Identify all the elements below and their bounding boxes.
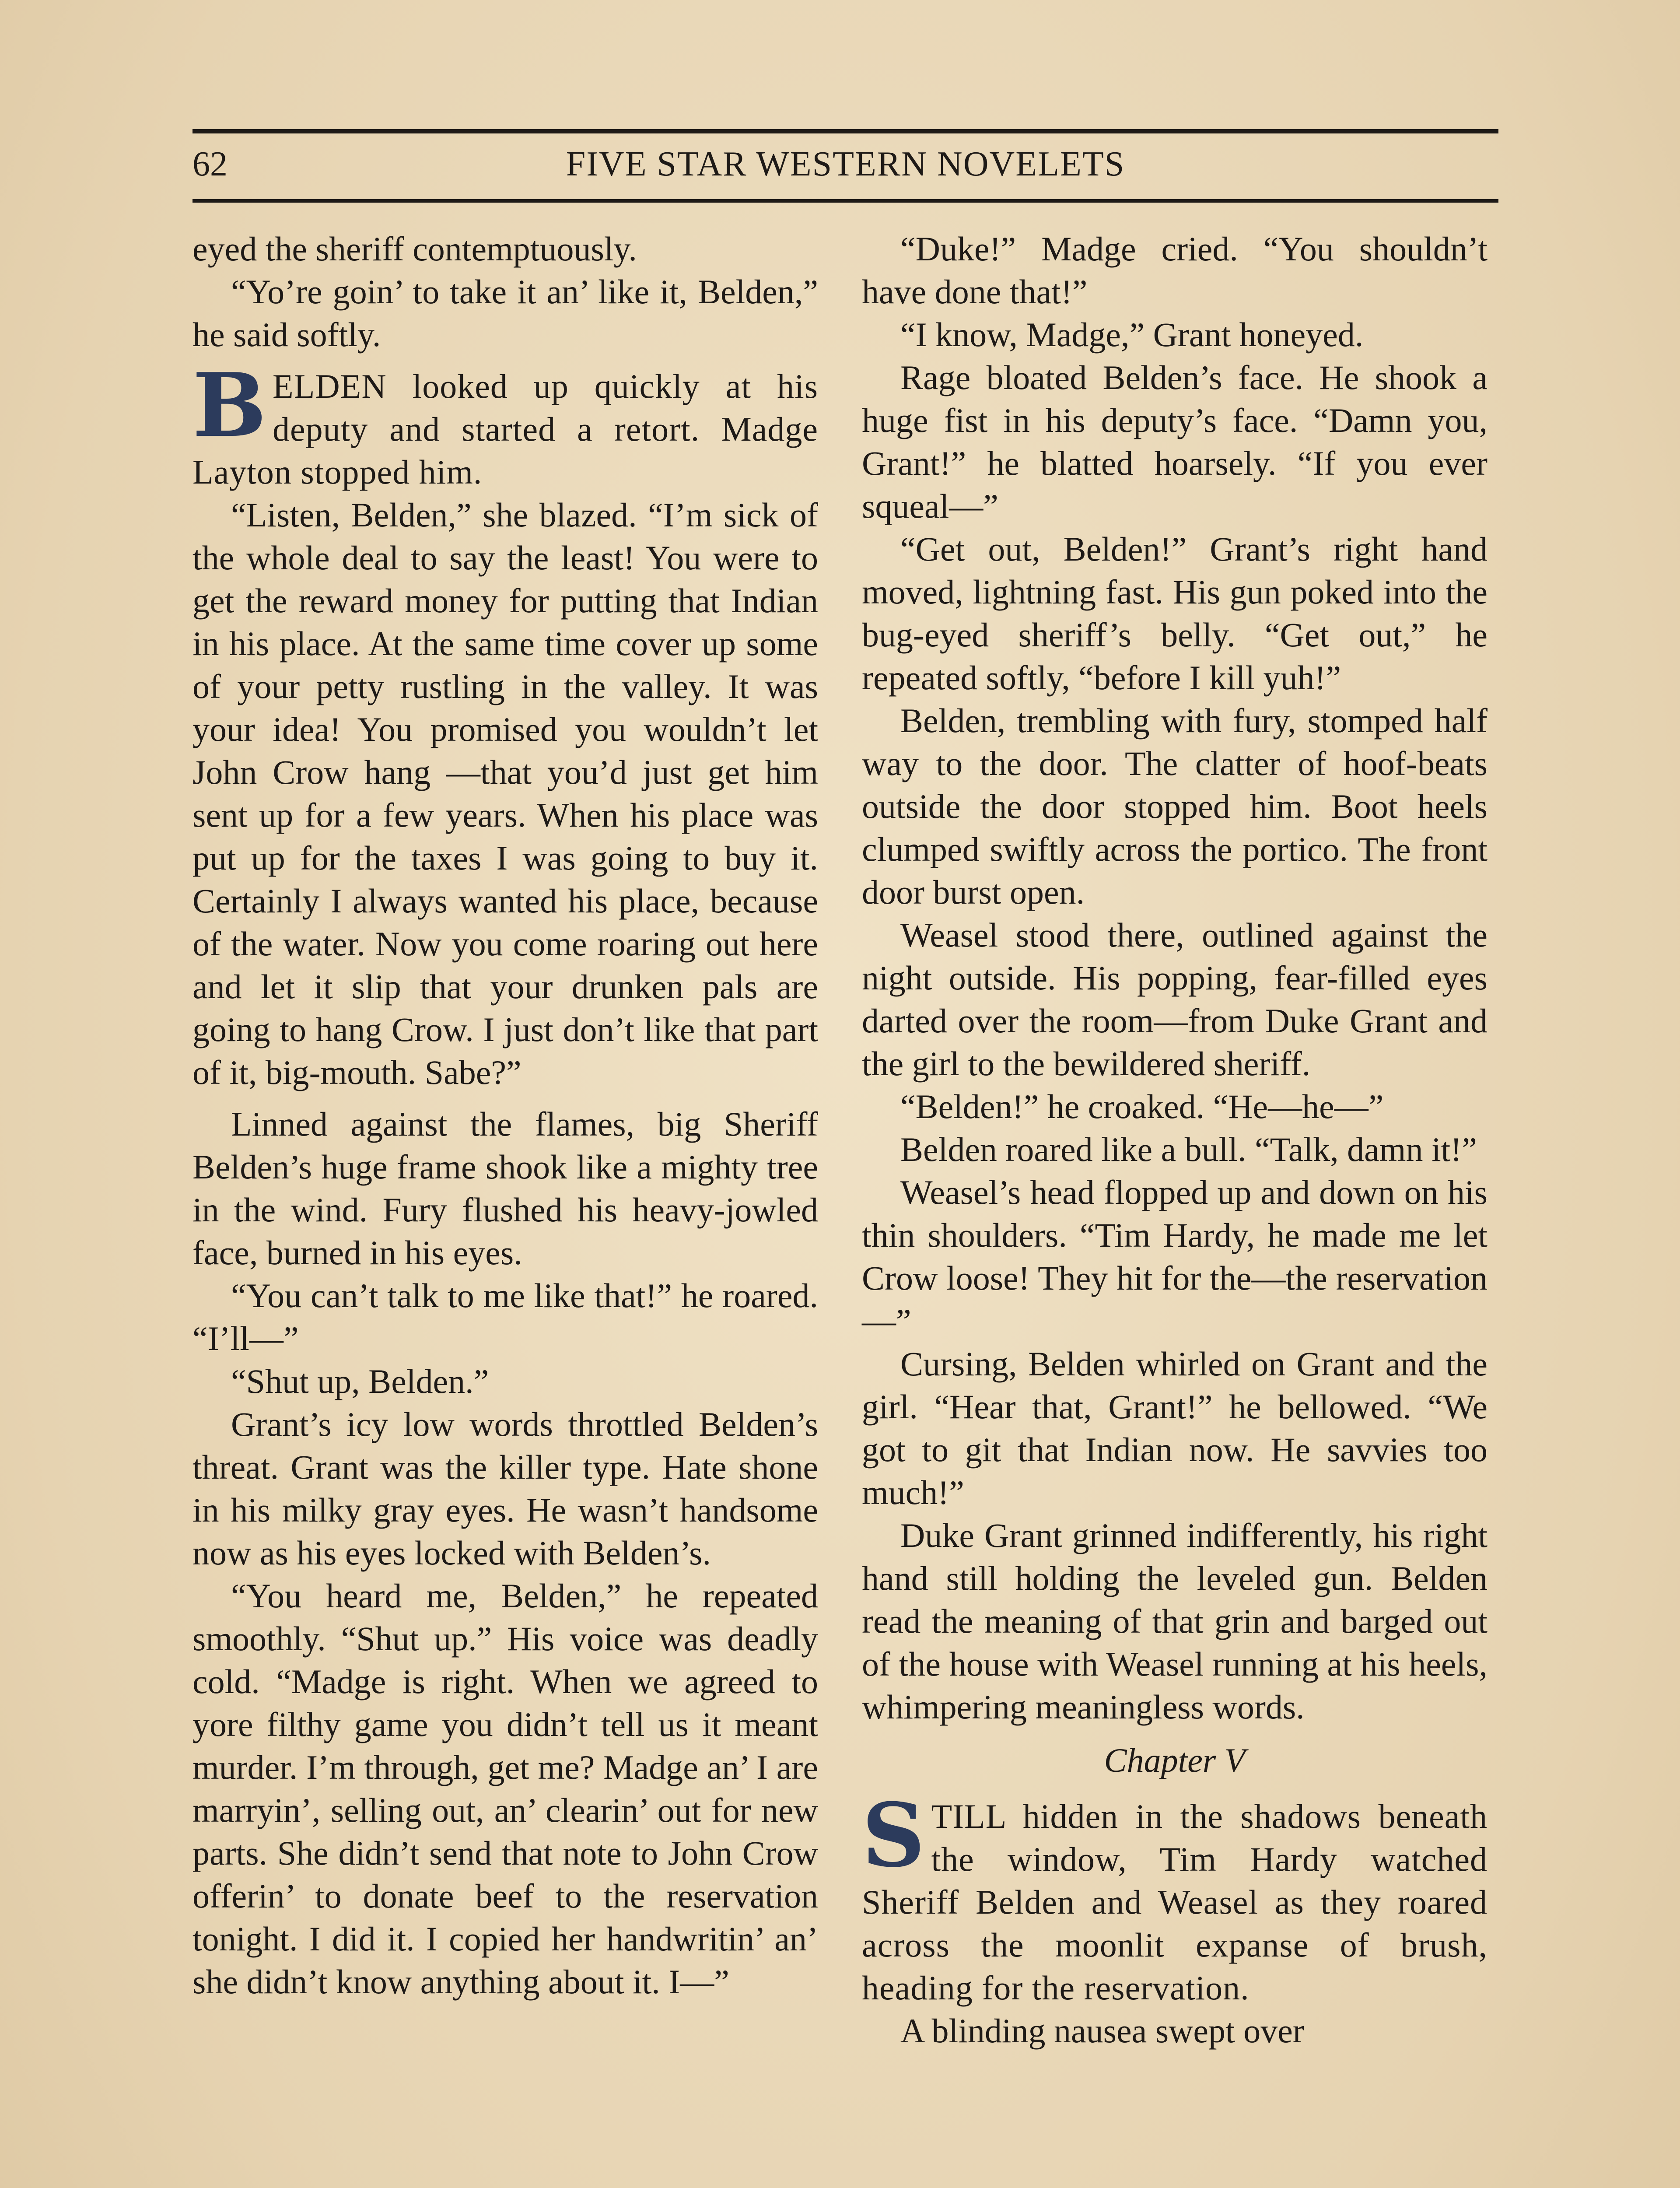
paragraph: “You can’t talk to me like that!” he roared. “I’ll—” [192, 1276, 818, 1357]
paragraph: “Get out, Belden!” Grant’s right hand moved, lightning fast. His gun poked into the bug-eyed sheriff’s belly. “Get out,” he repeated softly, “before I kill yuh!” [862, 530, 1488, 697]
paragraph: “Shut up, Belden.” [231, 1362, 489, 1400]
right-column [862, 228, 1488, 2052]
chapter-title: Chapter V [1104, 1741, 1246, 1779]
paragraph: A blinding nausea swept over [900, 2012, 1304, 2050]
drop-cap-letter: B [192, 354, 267, 457]
paragraph: Rage bloated Belden’s face. He shook a huge fist in his deputy’s face. “Damn you, Grant!” he blatted hoarsely. “If you ever squeal—” [862, 358, 1488, 525]
paragraph: eyed the sheriff contemptuously. [192, 230, 637, 268]
paragraph: “Belden!” he croaked. “He—he—” [900, 1087, 1384, 1126]
paragraph: “Duke!” Madge cried. “You shouldn’t have done that!” [862, 230, 1488, 311]
paragraph-text: ELDEN looked up quickly at his deputy and started a retort. Madge Layton stopped him. [192, 367, 818, 491]
paragraph-text: TILL hidden in the shadows beneath the window, Tim Hardy watched Sheriff Belden and Weasel as they roared across the moonlit expanse of brush, heading for the reservation. [862, 1797, 1488, 2007]
paragraph: Cursing, Belden whirled on Grant and the girl. “Hear that, Grant!” he bellowed. “We got to git that Indian now. He savvies too much!” [862, 1345, 1488, 1511]
paragraph: “Yo’re goin’ to take it an’ like it, Belden,” he said softly. [192, 273, 818, 354]
header-bottom-rule [192, 199, 1498, 203]
paragraph: Linned against the flames, big Sheriff Belden’s huge frame shook like a mighty tree in the wind. Fury flushed his heavy-jowled face, burned in his eyes. [192, 1105, 818, 1272]
drop-cap-paragraph [862, 1784, 1488, 2009]
drop-cap-paragraph [192, 354, 818, 494]
paragraph: Belden roared like a bull. “Talk, damn it!” [900, 1130, 1477, 1168]
paragraph: “I know, Madge,” Grant honeyed. [900, 316, 1364, 354]
running-head: FIVE STAR WESTERN NOVELETS [566, 145, 1125, 183]
header-top-rule [192, 129, 1498, 133]
paragraph: “You heard me, Belden,” he repeated smoothly. “Shut up.” His voice was deadly cold. “Madge is right. When we agreed to yore filthy game you didn’t tell us it meant murder. I’m through, get me? Madge an’ I are marryin’, selling out, an’ clearin’ out for new parts. She didn’t send that note to John Crow offerin’ to donate beef to the reservation tonight. I did it. I copied her handwritin’ an’ she didn’t know anything about it. I—” [192, 1577, 818, 2001]
page-number: 62 [192, 145, 228, 183]
drop-cap-letter: S [862, 1784, 925, 1887]
paragraph: Weasel’s head flopped up and down on his thin shoulders. “Tim Hardy, he made me let Crow loose! They hit for the—the reservation—” [862, 1173, 1488, 1340]
paragraph: Grant’s icy low words throttled Belden’s threat. Grant was the killer type. Hate shone in his milky gray eyes. He wasn’t handsome now as his eyes locked with Belden’s. [192, 1405, 818, 1572]
paragraph: Duke Grant grinned indifferently, his right hand still holding the leveled gun. Belden read the meaning of that grin and barged out of the house with Weasel running at his heels, whimpering meaningless words. [862, 1516, 1488, 1726]
paragraph: “Listen, Belden,” she blazed. “I’m sick of the whole deal to say the least! You were to get the reward money for putting that Indian in his place. At the same time cover up some of your petty rustling in the valley. It was your idea! You promised you wouldn’t let John Crow hang —that you’d just get him sent up for a few years. When his place was put up for the taxes I was going to buy it. Certainly I always wanted his place, because of the water. Now you come roaring out here and let it slip that your drunken pals are going to hang Crow. I just don’t like that part of it, big-mouth. Sabe?” [192, 496, 818, 1091]
paragraph: Belden, trembling with fury, stomped half way to the door. The clatter of hoof-beats outside the door stopped him. Boot heels clumped swiftly across the portico. The front door burst open. [862, 701, 1488, 911]
paragraph: Weasel stood there, outlined against the night outside. His popping, fear-filled eyes darted over the room—from Duke Grant and the girl to the bewildered sheriff. [862, 916, 1488, 1083]
left-column [192, 228, 818, 2003]
page-header [192, 140, 1498, 193]
